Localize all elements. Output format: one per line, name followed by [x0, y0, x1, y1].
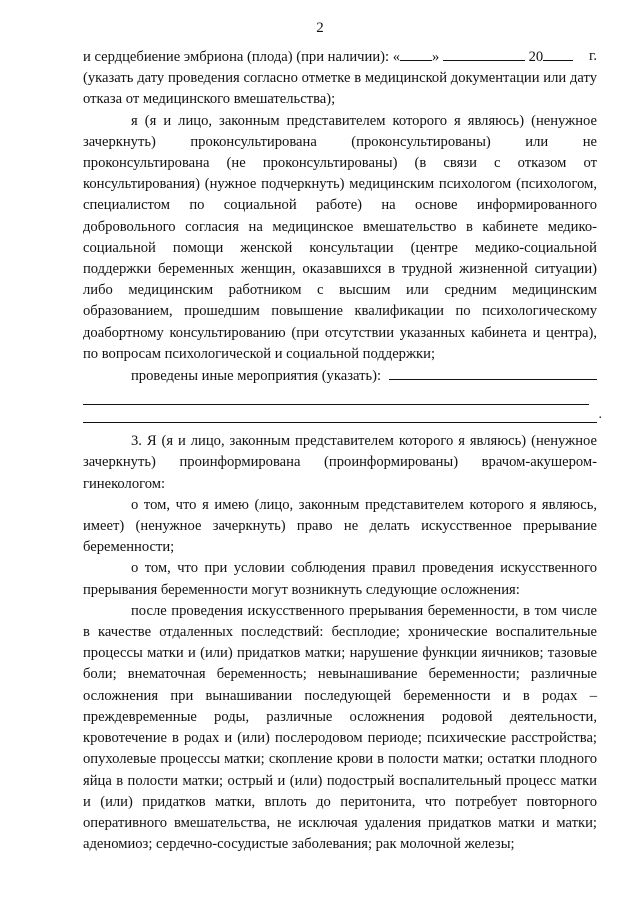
- paragraph-other-measures: [83, 365, 597, 387]
- day-blank[interactable]: [400, 46, 432, 61]
- month-blank[interactable]: [443, 46, 525, 61]
- year-blank[interactable]: [543, 46, 573, 61]
- other-measures-label: проведены иные мероприятия (указать):: [131, 368, 382, 385]
- other-measures-blank-2[interactable]: [83, 387, 589, 405]
- date-lead: и сердцебиение эмбриона (плода) (при наличии): «: [83, 49, 400, 65]
- year-suffix: г.: [589, 48, 597, 64]
- paragraph-complications-list: после проведения искусственного прерывания беременности, в том числе в качестве отдаленных последствий: бесплодие; хронические воспалительные процессы матки и (или) придатков матки; нарушение функции яичников; тазовые боли; внематочная беременность; невынашивание беременности; различные осложнения при вынашивании последующей беременности и в родах – преждевременные роды, различные осложнения родовой деятельности, кровотечение в родах и (или) послеродовом периоде; психические расстройства; опухолевые процессы матки; скопление крови в полости матки; остатки плодного яйца в полости матки; острый и (или) подострый воспалительный процесс матки и (или) придатков матки, вплоть до перитонита, что потребует повторного оперативного вмешательства, не исключая удаления придатков матки и матки; аденомиоз; сердечно-сосудистые заболевания; рак молочной железы;: [83, 602, 597, 853]
- other-measures-blank-3[interactable]: [83, 405, 597, 423]
- section-spacer: [83, 423, 597, 431]
- paragraph-section-3: 3. Я (я и лицо, законным представителем которого я являюсь) (ненужное зачеркнуть) проинформирована (проинформированы) врачом-акушером-гинекологом:: [83, 433, 597, 492]
- quote-close: »: [432, 49, 440, 65]
- paragraph-date-of-heartbeat: [83, 46, 597, 111]
- date-continuation: (указать дату проведения согласно отметке в медицинской документации или дату отказа от медицинского вмешательства);: [83, 70, 597, 108]
- paragraph-complications-intro: о том, что при условии соблюдения правил проведения искусственного прерывания беременности могут возникнуть следующие осложнения:: [83, 560, 597, 598]
- other-measures-blank-1[interactable]: [389, 365, 597, 380]
- date-line-text: [83, 46, 573, 68]
- paragraph-right-to-refuse: о том, что я имею (лицо, законным представителем которого я являюсь, имеет) (ненужное зачеркнуть) право не делать искусственное прерывание беременности;: [83, 496, 597, 556]
- page-number: 2: [316, 20, 324, 36]
- date-line: [83, 46, 597, 68]
- year-prefix: 20: [528, 49, 544, 65]
- paragraph-consultation: я (я и лицо, законным представителем которого я являюсь) (ненужное зачеркнуть) проконсультирована (проконсультированы) или не проконсультирована (не проконсультированы) (в связи с отказом от консультирования) (нужное подчеркнуть) медицинским психологом (психологом, специалистом по социальной работе) на основе информированного добровольного согласия на медицинское вмешательство в кабинете медико-социальной помощи женской консультации (центре медико-социальной поддержки беременных женщин, оказавшихся в трудной жизненной ситуации) либо медицинским работником с высшим или средним медицинским образованием, прошедшим повышение квалификации по психологическому доабортному консультированию (при отсутствии указанных кабинета и центра), по вопросам психологической и социальной поддержки;: [83, 112, 597, 362]
- document-body: [83, 46, 597, 855]
